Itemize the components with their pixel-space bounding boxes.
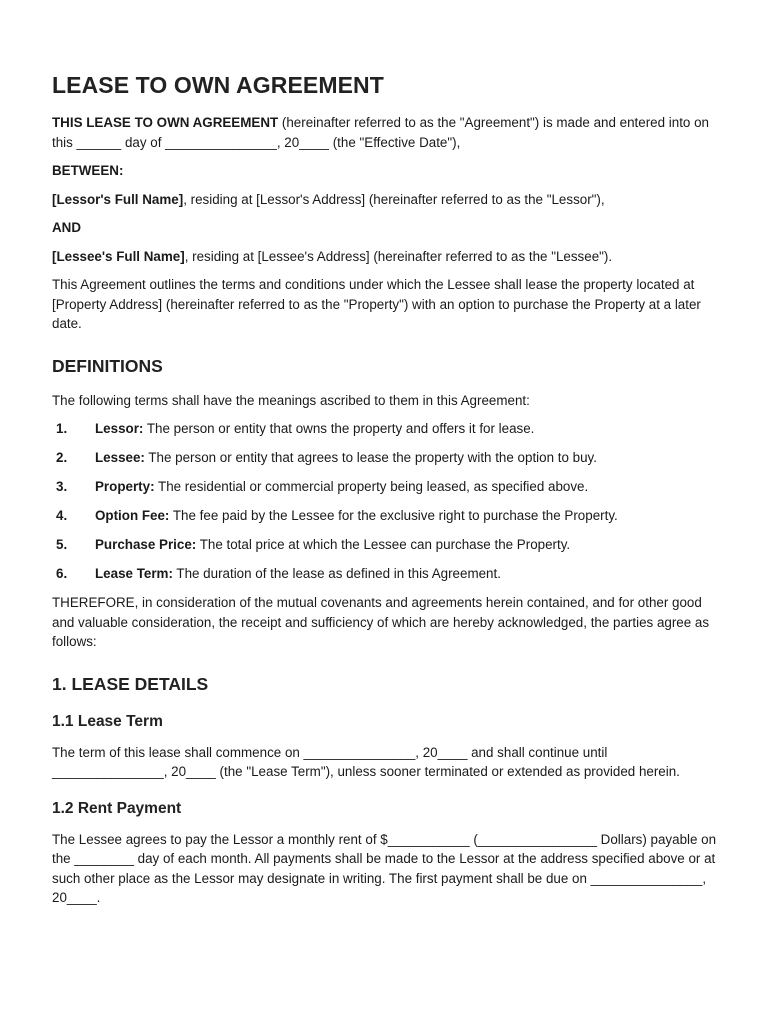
list-item: 5. Purchase Price: The total price at which the Lessee can purchase the Property. xyxy=(56,537,571,552)
lessor-text: , residing at [Lessor's Address] (hereinafter referred to as the "Lessor"), xyxy=(183,191,605,207)
lessee-name: [Lessee's Full Name] xyxy=(52,248,185,264)
definition-term: Lease Term: xyxy=(95,566,173,581)
list-item: 3. Property: The residential or commercial property being leased, as specified above. xyxy=(56,479,589,494)
lessor-paragraph xyxy=(52,190,718,210)
definition-term: Option Fee: xyxy=(95,508,170,523)
document-title: LEASE TO OWN AGREEMENT xyxy=(52,72,384,98)
outline-paragraph: This Agreement outlines the terms and conditions under which the Lessee shall lease the property located at [Property Address] (hereinafter referred to as the "Property") with an option to purchase the Property at a later date. xyxy=(52,277,701,331)
between-label: BETWEEN: xyxy=(52,163,124,178)
definitions-heading: DEFINITIONS xyxy=(52,355,163,376)
definition-term: Purchase Price: xyxy=(95,537,197,552)
lease-term-paragraph: The term of this lease shall commence on _______________, 20____ and shall continue until _______________, 20____ (the "Lease Term"), unless sooner terminated or extended as provided herein. xyxy=(52,744,680,779)
list-item: 4. Option Fee: The fee paid by the Lessee for the exclusive right to purchase the Property. xyxy=(56,508,618,523)
definition-term: Lessor: xyxy=(95,421,144,436)
lessee-paragraph xyxy=(52,247,718,267)
lessor-name: [Lessor's Full Name] xyxy=(52,191,184,207)
intro-bold-lead: THIS LEASE TO OWN AGREEMENT xyxy=(52,115,279,130)
list-item: 2. Lessee: The person or entity that agrees to lease the property with the option to buy. xyxy=(56,450,597,465)
rent-payment-paragraph: The Lessee agrees to pay the Lessor a monthly rent of $___________ (________________ Dollars) payable on the ________ day of each month. All payments shall be made to the Lessor at the address specified above or at such other place as the Lessor may designate in writing. The first payment shall be due on _______________, 20____. xyxy=(52,831,717,905)
lease-term-heading: 1.1 Lease Term xyxy=(52,712,163,730)
lessee-text: , residing at [Lessee's Address] (hereinafter referred to as the "Lessee"). xyxy=(184,248,613,264)
definition-term: Property: xyxy=(95,479,155,494)
list-item: 1. Lessor: The person or entity that owns the property and offers it for lease. xyxy=(56,421,535,436)
lease-details-heading: 1. LEASE DETAILS xyxy=(52,673,209,694)
intro-text: (hereinafter referred to as the "Agreement") is made and entered into on this ______ day of _______________, 20____ (the "Effective Date"), xyxy=(52,115,709,150)
list-item: 6. Lease Term: The duration of the lease as defined in this Agreement. xyxy=(56,566,501,581)
definitions-intro: The following terms shall have the meanings ascribed to them in this Agreement: xyxy=(52,392,530,408)
intro-paragraph xyxy=(52,113,718,152)
and-label: AND xyxy=(52,220,82,235)
rent-payment-heading: 1.2 Rent Payment xyxy=(52,799,182,817)
definition-term: Lessee: xyxy=(95,450,145,465)
definitions-list xyxy=(52,419,718,584)
therefore-paragraph: THEREFORE, in consideration of the mutual covenants and agreements herein contained, and for other good and valuable consideration, the receipt and sufficiency of which are hereby acknowledged, the parties agree as follows: xyxy=(52,595,710,649)
